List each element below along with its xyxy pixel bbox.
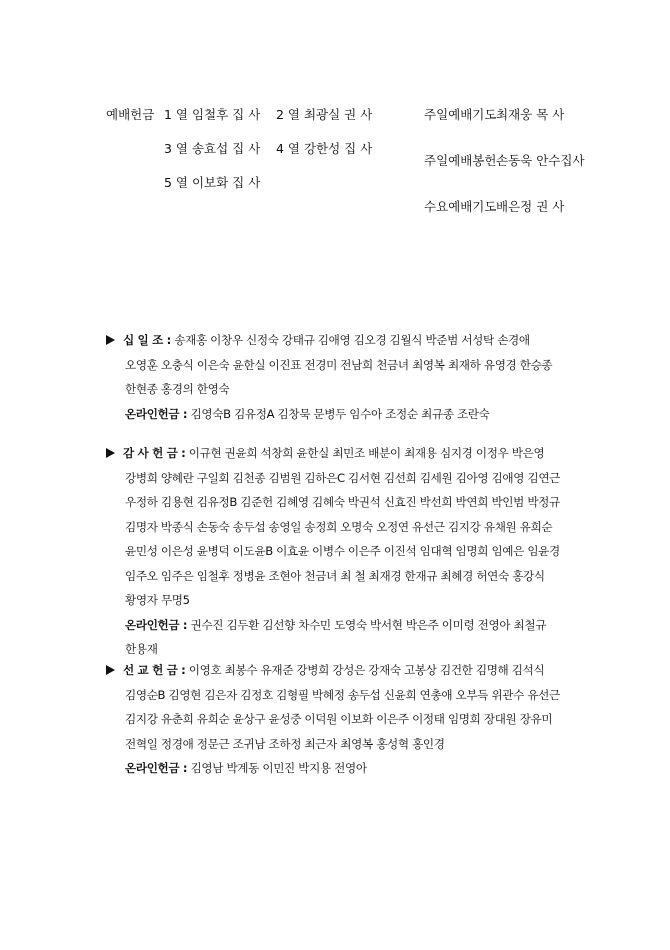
name-line: 김지강 유춘희 유희순 윤상구 윤성중 이덕원 이보화 이은주 이정태 임명희 장대원 장유미 (125, 712, 553, 726)
offering-label: 예배헌금 (106, 107, 155, 122)
triangle-bullet-icon (106, 448, 115, 458)
name-line: 한현종 홍경의 한영숙 (125, 382, 230, 396)
name-line: 임주오 임주은 임철후 정병윤 조현아 천금녀 최 철 최재경 한재규 최혜경 허연숙 홍강식 (125, 568, 545, 583)
section-heading: 선 교 헌 금 : (123, 663, 186, 677)
duty-name-2: 손동욱 안수집사 (496, 153, 585, 168)
offering-row-2-b: 4 열 강한성 집 사 (276, 141, 373, 156)
offering-row-3-a: 5 열 이보화 집 사 (164, 175, 261, 190)
duty-name-3: 배은정 권 사 (496, 199, 565, 214)
section-heading: 십 일 조 : (123, 333, 171, 347)
triangle-bullet-icon (106, 335, 115, 345)
name-line: 전혁일 정경애 정문근 조귀남 조하정 최근자 최영복 홍성혁 홍인경 (125, 736, 445, 751)
section-thanks (106, 441, 576, 662)
online-label: 온라인헌금 : (125, 406, 188, 421)
online-label: 온라인헌금 : (125, 617, 188, 632)
name-line: 이영호 최봉수 유재준 강병희 강성은 강재숙 고봉상 김건한 김명해 김석식 (188, 663, 545, 677)
offering-row-2-a: 3 열 송효섭 집 사 (164, 141, 261, 156)
online-line: 권수진 김두환 김선향 차수민 도영숙 박서현 박은주 이미령 전영아 최철규 (190, 617, 547, 632)
name-line: 김영순B 김영현 김은자 김정호 김형필 박혜정 송두섭 신윤희 연총애 오부득 위관수 유선근 (125, 687, 560, 702)
name-line: 송재홍 이창우 신정숙 강태규 김애영 김오경 김월식 박준범 서성탁 손경애 (174, 333, 530, 347)
name-line: 우정하 김용현 김유정B 김준헌 김혜영 김혜숙 박권석 신효진 박선희 박연희 박인범 박정규 (125, 495, 560, 509)
name-line: 이규현 권윤희 석창희 윤한실 최민조 배분이 최재용 심지경 이정우 박은영 (188, 446, 545, 460)
online-line: 한용재 (125, 642, 158, 656)
duty-label-3: 수요예배기도 (424, 199, 497, 214)
online-line: 김영남 박계동 이민진 박지용 전영아 (190, 761, 367, 775)
name-line: 윤민성 이은성 윤병덕 이도윤B 이효윤 이병수 이은주 이진석 임대혁 임명희 임예은 임윤경 (125, 544, 560, 558)
section-heading: 감 사 헌 금 : (123, 446, 186, 460)
triangle-bullet-icon (106, 665, 115, 675)
online-label: 온라인헌금 : (125, 761, 188, 775)
duty-label-1: 주일예배기도 (424, 107, 497, 122)
duty-label-2: 주일예배봉헌 (424, 153, 497, 168)
name-line: 오영훈 오충식 이은숙 윤한실 이진표 전경미 전남희 천금녀 최영복 최재하 유영경 한승종 (125, 357, 553, 372)
offering-row-1-b: 2 열 최광실 권 사 (276, 107, 373, 122)
name-line: 강병희 양혜란 구일회 김천종 김범원 김하은C 김서현 김선희 김세원 김아영 김애영 김연근 (125, 470, 561, 485)
section-tithe (106, 328, 576, 426)
name-line: 김명자 박종식 손동숙 송두섭 송영일 송정희 오명숙 오정연 유선근 김지강 유채원 유희순 (125, 519, 553, 534)
section-mission (106, 658, 576, 781)
online-line: 김영숙B 김유정A 김창묵 문병두 임수아 조정순 최규종 조란숙 (190, 406, 490, 421)
offering-row-1-a: 1 열 임철후 집 사 (164, 107, 261, 122)
duty-name-1: 최재웅 목 사 (496, 107, 565, 122)
name-line: 황영자 무명5 (125, 593, 190, 607)
